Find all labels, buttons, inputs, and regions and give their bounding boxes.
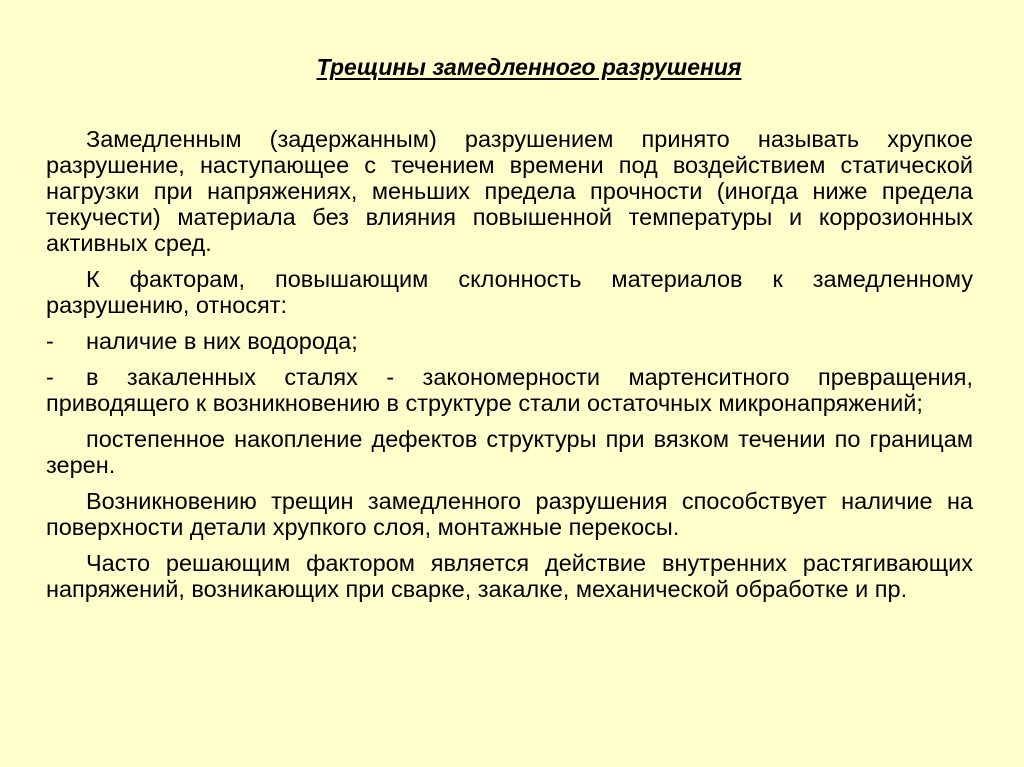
- slide-title: Трещины замедленного разрушения: [316, 54, 742, 80]
- list-item-martensite: [46, 364, 973, 416]
- bullet-marker: -: [46, 364, 54, 390]
- paragraph-definition: Замедленным (задержанным) разрушением принято называть хрупкое разрушение, наступающее с течением времени под воздействием статической нагрузки при напряжениях, меньших предела прочности (иногда ниже предела текучести) материала без влияния повышенной температуры и коррозионных активных сред.: [46, 126, 973, 256]
- paragraph-internal-stresses: Часто решающим фактором является действие внутренних растягивающих напряжений, возникающих при сварке, закалке, механической обработке и пр.: [46, 550, 973, 602]
- paragraph-brittle-layer: Возникновению трещин замедленного разрушения способствует наличие на поверхности детали хрупкого слоя, монтажные перекосы.: [46, 488, 973, 540]
- list-item-text: в закаленных сталях - закономерности мартенситного превращения, приводящего к возникновению в структуре стали остаточных микронапряжений;: [46, 364, 973, 416]
- slide-body: [46, 126, 973, 612]
- list-item-text: наличие в них водорода;: [86, 328, 358, 354]
- list-item-hydrogen: [46, 328, 973, 354]
- bullet-marker: -: [46, 328, 54, 354]
- paragraph-defects: постепенное накопление дефектов структуры при вязком течении по границам зерен.: [46, 426, 973, 478]
- paragraph-factors-intro: К факторам, повышающим склонность материалов к замедленному разрушению, относят:: [46, 266, 973, 318]
